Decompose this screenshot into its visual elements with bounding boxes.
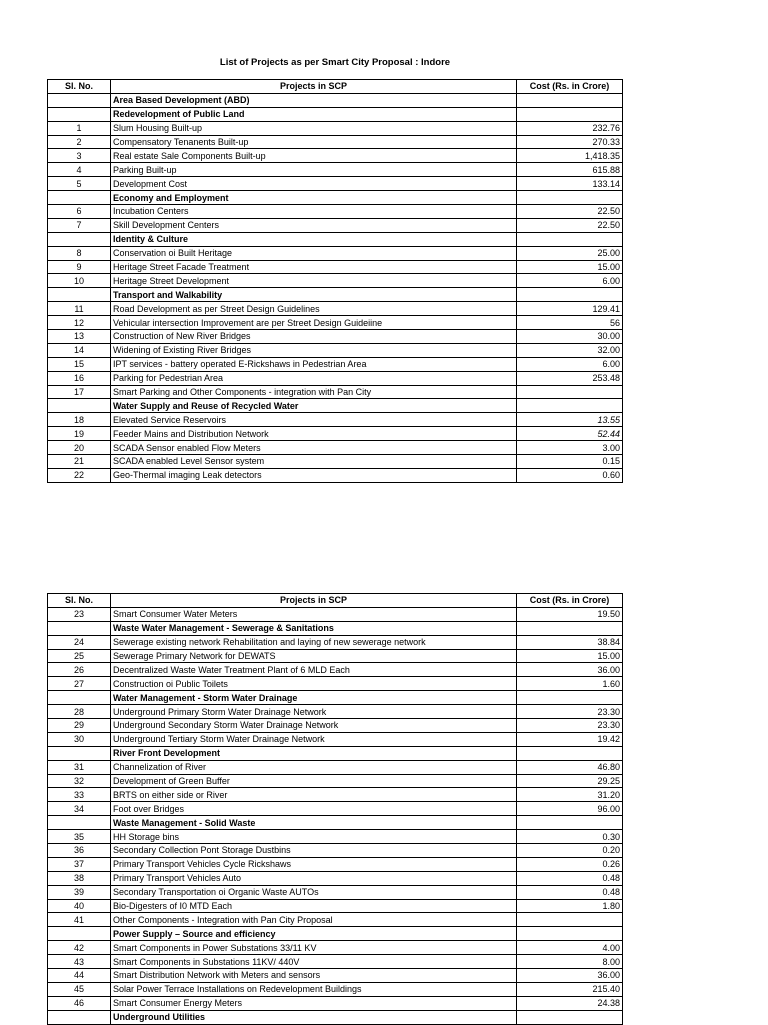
table-row (48, 899, 623, 913)
table-row (48, 330, 623, 344)
sl-no-cell: 46 (48, 996, 111, 1010)
cost-cell: 19.42 (517, 732, 623, 746)
table-row (48, 468, 623, 482)
table-row (48, 955, 623, 969)
table-row (48, 830, 623, 844)
sl-no-cell (48, 621, 111, 635)
cost-cell: 0.48 (517, 885, 623, 899)
cost-cell: 52.44 (517, 427, 623, 441)
section-row (48, 399, 623, 413)
sl-no-cell: 23 (48, 607, 111, 621)
table-row (48, 635, 623, 649)
sl-no-cell: 26 (48, 663, 111, 677)
table-row (48, 969, 623, 983)
project-name-cell: IPT services - battery operated E-Rickshaws in Pedestrian Area (111, 357, 517, 371)
cost-cell (517, 191, 623, 205)
cost-cell (517, 93, 623, 107)
section-title: Redevelopment of Public Land (111, 107, 517, 121)
table-row (48, 677, 623, 691)
cost-cell: 30.00 (517, 330, 623, 344)
project-name-cell: Development Cost (111, 177, 517, 191)
project-name-cell: Construction oi Public Toilets (111, 677, 517, 691)
sl-no-cell: 44 (48, 969, 111, 983)
table-row (48, 774, 623, 788)
cost-cell: 1.80 (517, 899, 623, 913)
sl-no-cell (48, 232, 111, 246)
cost-cell (517, 1010, 623, 1024)
section-title: Power Supply – Source and efficiency (111, 927, 517, 941)
project-name-cell: Conservation oi Built Heritage (111, 246, 517, 260)
sl-no-cell: 17 (48, 385, 111, 399)
section-row (48, 927, 623, 941)
cost-cell (517, 746, 623, 760)
cost-cell: 4.00 (517, 941, 623, 955)
sl-no-cell: 12 (48, 316, 111, 330)
sl-no-cell: 35 (48, 830, 111, 844)
page-title: List of Projects as per Smart City Proposal : Indore (219, 57, 451, 68)
project-name-cell: Slum Housing Built-up (111, 121, 517, 135)
section-title: River Front Development (111, 746, 517, 760)
section-row (48, 288, 623, 302)
section-row (48, 621, 623, 635)
sl-no-cell (48, 1010, 111, 1024)
cost-cell: 215.40 (517, 982, 623, 996)
cost-cell: 24.38 (517, 996, 623, 1010)
project-name-cell: Underground Secondary Storm Water Drainage Network (111, 719, 517, 733)
sl-no-cell: 3 (48, 149, 111, 163)
project-name-cell: Feeder Mains and Distribution Network (111, 427, 517, 441)
table-row (48, 760, 623, 774)
project-name-cell: Parking for Pedestrian Area (111, 371, 517, 385)
project-name-cell: Vehicular intersection Improvement are per Street Design Guideiine (111, 316, 517, 330)
project-name-cell: Compensatory Tenanents Built-up (111, 135, 517, 149)
project-name-cell: Widening of Existing River Bridges (111, 343, 517, 357)
project-name-cell: Smart Parking and Other Components - integration with Pan City (111, 385, 517, 399)
section-title: Economy and Employment (111, 191, 517, 205)
sl-no-cell (48, 816, 111, 830)
table-row (48, 177, 623, 191)
table-row (48, 441, 623, 455)
project-name-cell: HH Storage bins (111, 830, 517, 844)
sl-no-cell: 5 (48, 177, 111, 191)
section-row (48, 93, 623, 107)
cost-cell: 0.26 (517, 857, 623, 871)
cost-cell (517, 691, 623, 705)
project-name-cell: Sewerage Primary Network for DEWATS (111, 649, 517, 663)
cost-cell (517, 107, 623, 121)
table-row (48, 996, 623, 1010)
project-name-cell: BRTS on either side or River (111, 788, 517, 802)
cost-cell (517, 232, 623, 246)
sl-no-cell: 37 (48, 857, 111, 871)
sl-no-cell: 10 (48, 274, 111, 288)
sl-no-cell: 1 (48, 121, 111, 135)
sl-no-cell: 15 (48, 357, 111, 371)
cost-cell: 22.50 (517, 218, 623, 232)
table-row (48, 427, 623, 441)
project-name-cell: Primary Transport Vehicles Auto (111, 871, 517, 885)
project-name-cell: Road Development as per Street Design Guidelines (111, 302, 517, 316)
table-row (48, 982, 623, 996)
sl-no-cell: 2 (48, 135, 111, 149)
project-name-cell: Decentralized Waste Water Treatment Plant of 6 MLD Each (111, 663, 517, 677)
sl-no-cell: 28 (48, 705, 111, 719)
sl-no-cell: 38 (48, 871, 111, 885)
sl-no-cell: 24 (48, 635, 111, 649)
project-name-cell: SCADA Sensor enabled Flow Meters (111, 441, 517, 455)
cost-cell: 96.00 (517, 802, 623, 816)
sl-no-cell (48, 399, 111, 413)
section-row (48, 232, 623, 246)
sl-no-cell (48, 107, 111, 121)
section-row (48, 1010, 623, 1024)
cost-cell: 253.48 (517, 371, 623, 385)
cost-cell (517, 399, 623, 413)
project-name-cell: Parking Built-up (111, 163, 517, 177)
sl-no-cell: 19 (48, 427, 111, 441)
table-row (48, 857, 623, 871)
project-name-cell: Bio-Digesters of I0 MTD Each (111, 899, 517, 913)
sl-no-cell: 40 (48, 899, 111, 913)
cost-cell: 0.60 (517, 468, 623, 482)
sl-no-cell: 39 (48, 885, 111, 899)
sl-no-cell: 33 (48, 788, 111, 802)
cost-cell (517, 621, 623, 635)
project-name-cell: Smart Distribution Network with Meters and sensors (111, 969, 517, 983)
table-row (48, 163, 623, 177)
sl-no-cell: 4 (48, 163, 111, 177)
table-row (48, 218, 623, 232)
table-row (48, 802, 623, 816)
project-name-cell: Other Components - Integration with Pan City Proposal (111, 913, 517, 927)
cost-cell: 15.00 (517, 260, 623, 274)
cost-cell: 25.00 (517, 246, 623, 260)
table-row (48, 788, 623, 802)
cost-cell: 22.50 (517, 205, 623, 219)
table-row (48, 649, 623, 663)
section-title: Waste Water Management - Sewerage & Sanitations (111, 621, 517, 635)
sl-no-cell: 18 (48, 413, 111, 427)
cost-cell: 1.60 (517, 677, 623, 691)
cost-cell (517, 927, 623, 941)
section-title: Identity & Culture (111, 232, 517, 246)
cost-cell: 0.15 (517, 455, 623, 469)
sl-no-cell: 36 (48, 844, 111, 858)
cost-cell: 8.00 (517, 955, 623, 969)
cost-cell: 38.84 (517, 635, 623, 649)
sl-no-cell (48, 191, 111, 205)
project-name-cell: Geo-Thermal imaging Leak detectors (111, 468, 517, 482)
section-row (48, 746, 623, 760)
table-row (48, 357, 623, 371)
table-row (48, 885, 623, 899)
section-title: Transport and Walkability (111, 288, 517, 302)
cost-cell (517, 816, 623, 830)
sl-no-cell: 22 (48, 468, 111, 482)
cost-cell (517, 385, 623, 399)
section-title: Underground Utilities (111, 1010, 517, 1024)
projects-table-1 (47, 79, 623, 483)
table-row (48, 205, 623, 219)
section-row (48, 107, 623, 121)
sl-no-cell: 41 (48, 913, 111, 927)
sl-no-cell: 13 (48, 330, 111, 344)
section-title: Water Supply and Reuse of Recycled Water (111, 399, 517, 413)
cost-cell: 32.00 (517, 343, 623, 357)
table-row (48, 913, 623, 927)
project-name-cell: Construction of New River Bridges (111, 330, 517, 344)
header-projects: Projects in SCP (111, 594, 517, 608)
project-name-cell: Heritage Street Facade Treatment (111, 260, 517, 274)
section-title: Water Management - Storm Water Drainage (111, 691, 517, 705)
table-row (48, 663, 623, 677)
project-name-cell: Smart Consumer Energy Meters (111, 996, 517, 1010)
section-title: Area Based Development (ABD) (111, 93, 517, 107)
sl-no-cell: 29 (48, 719, 111, 733)
table-row (48, 343, 623, 357)
sl-no-cell (48, 691, 111, 705)
cost-cell: 6.00 (517, 357, 623, 371)
cost-cell: 31.20 (517, 788, 623, 802)
table-row (48, 260, 623, 274)
header-projects: Projects in SCP (111, 80, 517, 94)
sl-no-cell: 31 (48, 760, 111, 774)
table-row (48, 316, 623, 330)
cost-cell: 1,418.35 (517, 149, 623, 163)
project-name-cell: Solar Power Terrace Installations on Redevelopment Buildings (111, 982, 517, 996)
cost-cell: 3.00 (517, 441, 623, 455)
project-name-cell: Secondary Collection Pont Storage Dustbins (111, 844, 517, 858)
cost-cell: 0.20 (517, 844, 623, 858)
sl-no-cell: 11 (48, 302, 111, 316)
header-cost: Cost (Rs. in Crore) (517, 80, 623, 94)
project-name-cell: Foot over Bridges (111, 802, 517, 816)
sl-no-cell: 16 (48, 371, 111, 385)
table-row (48, 413, 623, 427)
sl-no-cell: 7 (48, 218, 111, 232)
project-name-cell: Smart Components in Substations 11KV/ 440V (111, 955, 517, 969)
cost-cell: 0.30 (517, 830, 623, 844)
cost-cell: 13.55 (517, 413, 623, 427)
table-row (48, 941, 623, 955)
table-row (48, 149, 623, 163)
sl-no-cell: 43 (48, 955, 111, 969)
header-sl-no: Sl. No. (48, 594, 111, 608)
cost-cell: 129.41 (517, 302, 623, 316)
table-row (48, 121, 623, 135)
cost-cell: 19.50 (517, 607, 623, 621)
table-row (48, 135, 623, 149)
project-name-cell: Smart Components in Power Substations 33/11 KV (111, 941, 517, 955)
cost-cell (517, 913, 623, 927)
section-row (48, 191, 623, 205)
table-row (48, 871, 623, 885)
project-name-cell: Underground Tertiary Storm Water Drainage Network (111, 732, 517, 746)
cost-cell: 270.33 (517, 135, 623, 149)
sl-no-cell (48, 746, 111, 760)
project-name-cell: Channelization of River (111, 760, 517, 774)
table-row (48, 705, 623, 719)
project-name-cell: Incubation Centers (111, 205, 517, 219)
project-name-cell: Heritage Street Development (111, 274, 517, 288)
project-name-cell: SCADA enabled Level Sensor system (111, 455, 517, 469)
project-name-cell: Secondary Transportation oi Organic Waste AUTOs (111, 885, 517, 899)
table-row (48, 844, 623, 858)
sl-no-cell: 20 (48, 441, 111, 455)
table-row (48, 371, 623, 385)
table-row (48, 302, 623, 316)
cost-cell: 36.00 (517, 663, 623, 677)
cost-cell: 6.00 (517, 274, 623, 288)
cost-cell: 56 (517, 316, 623, 330)
cost-cell: 23.30 (517, 705, 623, 719)
sl-no-cell: 34 (48, 802, 111, 816)
project-name-cell: Elevated Service Reservoirs (111, 413, 517, 427)
cost-cell: 615.88 (517, 163, 623, 177)
cost-cell: 46.80 (517, 760, 623, 774)
project-name-cell: Skill Development Centers (111, 218, 517, 232)
sl-no-cell (48, 927, 111, 941)
cost-cell: 0.48 (517, 871, 623, 885)
table-row (48, 732, 623, 746)
cost-cell: 133.14 (517, 177, 623, 191)
sl-no-cell: 6 (48, 205, 111, 219)
project-name-cell: Smart Consumer Water Meters (111, 607, 517, 621)
sl-no-cell: 25 (48, 649, 111, 663)
cost-cell: 15.00 (517, 649, 623, 663)
table-row (48, 719, 623, 733)
sl-no-cell: 30 (48, 732, 111, 746)
sl-no-cell (48, 288, 111, 302)
table-row (48, 246, 623, 260)
sl-no-cell: 42 (48, 941, 111, 955)
cost-cell: 232.76 (517, 121, 623, 135)
project-name-cell: Real estate Sale Components Built-up (111, 149, 517, 163)
sl-no-cell: 27 (48, 677, 111, 691)
cost-cell: 36.00 (517, 969, 623, 983)
section-row (48, 691, 623, 705)
table-header-row (48, 80, 623, 94)
section-title: Waste Management - Solid Waste (111, 816, 517, 830)
sl-no-cell: 21 (48, 455, 111, 469)
project-name-cell: Primary Transport Vehicles Cycle Rickshaws (111, 857, 517, 871)
cost-cell: 23.30 (517, 719, 623, 733)
sl-no-cell: 9 (48, 260, 111, 274)
projects-table-2 (47, 593, 623, 1025)
sl-no-cell: 8 (48, 246, 111, 260)
section-row (48, 816, 623, 830)
cost-cell: 29.25 (517, 774, 623, 788)
header-sl-no: Sl. No. (48, 80, 111, 94)
sl-no-cell: 14 (48, 343, 111, 357)
table-header-row (48, 594, 623, 608)
project-name-cell: Underground Primary Storm Water Drainage Network (111, 705, 517, 719)
cost-cell (517, 288, 623, 302)
sl-no-cell: 32 (48, 774, 111, 788)
table-row (48, 274, 623, 288)
sl-no-cell (48, 93, 111, 107)
project-name-cell: Development of Green Buffer (111, 774, 517, 788)
table-row (48, 455, 623, 469)
header-cost: Cost (Rs. in Crore) (517, 594, 623, 608)
table-row (48, 385, 623, 399)
project-name-cell: Sewerage existing network Rehabilitation and laying of new sewerage network (111, 635, 517, 649)
table-row (48, 607, 623, 621)
sl-no-cell: 45 (48, 982, 111, 996)
